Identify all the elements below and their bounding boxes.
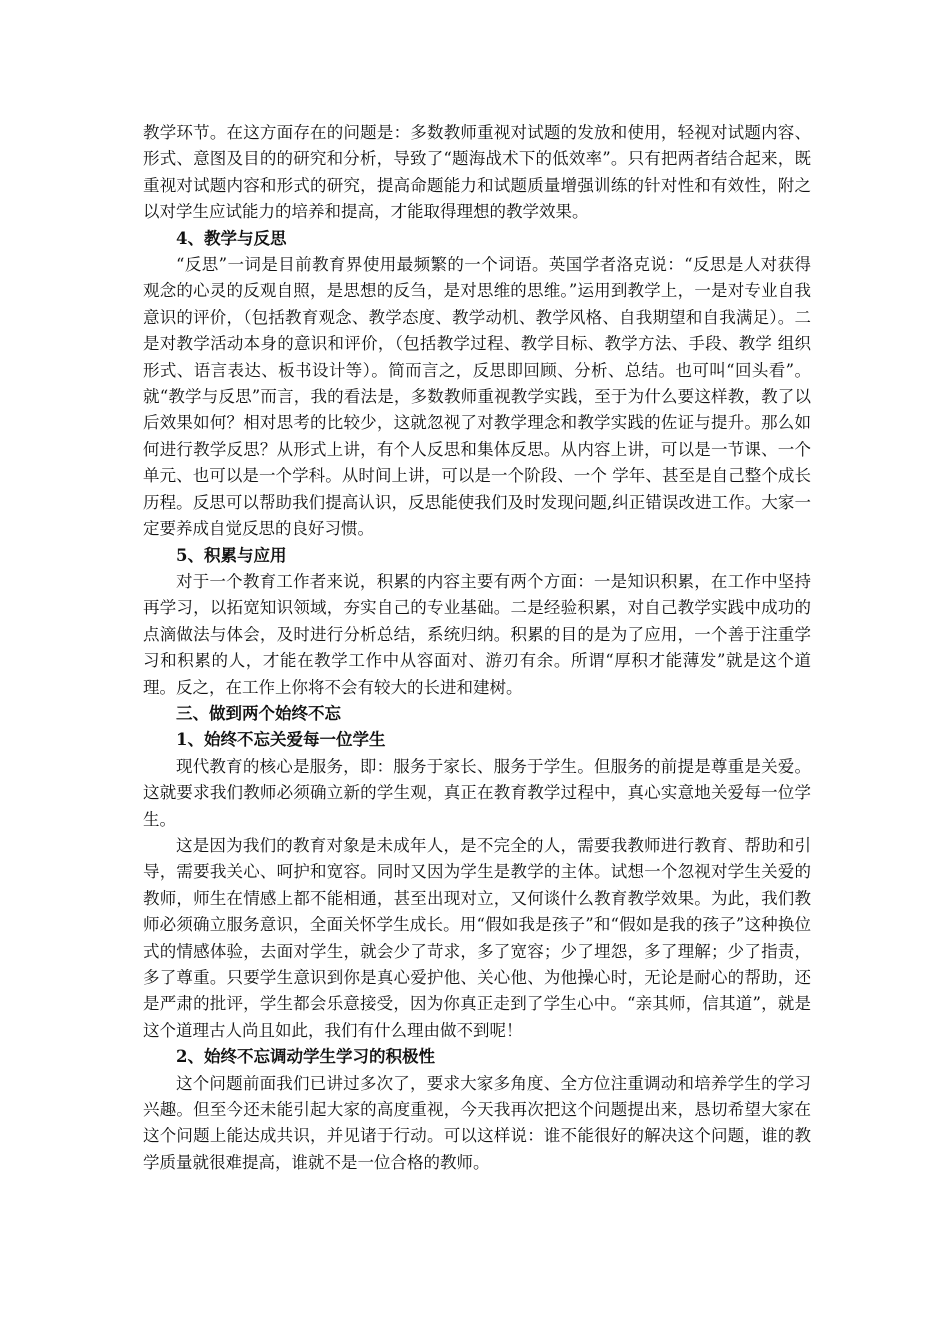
paragraph-intro-continuation: 教学环节。在这方面存在的问题是：多数教师重视对试题的发放和使用，轻视对试题内容、形式、意图及目的的研究和分析，导致了“题海战术下的低效率”。只有把两者结合起来，既重视对试题内容和形式的研究，提高命题能力和试题质量增强训练的针对性和有效性，附之以对学生应试能力的培养和提高，才能取得理想的教学效果。 xyxy=(143,123,811,222)
heading-motivate-students: 2、始终不忘调动学生学习的积极性 xyxy=(176,1047,435,1067)
paragraph-reflection: “反思”一词是目前教育界使用最频繁的一个词语。英国学者洛克说：“反思是人对获得观念的心灵的反观自照，是思想的反刍，是对思维的思维。”运用到教学上，一是对专业自我意识的评价，（包括教育观念、教学态度、教学动机、教学风格、自我期望和自我满足）。二是对教学活动本身的意识和评价，（包括教学过程、教学目标、教学方法、手段、教学 组织形式、语言表达、板书设计等）。简而言之，反思即回顾、分析、总结。也可叫“回头看”。就“教学与反思”而言，我的看法是，多数教师重视教学实践，至于为什么要这样教，教了以后效果如何？相对思考的比较少，这就忽视了对教学理念和教学实践的佐证与提升。那么如何进行教学反思？从形式上讲，有个人反思和集体反思。从内容上讲，可以是一节课、一个单元、也可以是一个学科。从时间上讲，可以是一个阶段、一个 学年、甚至是自己整个成长历程。反思可以帮助我们提高认识，反思能使我们及时发现问题,纠正错误改进工作。大家一定要养成自觉反思的良好习惯。 xyxy=(143,255,811,539)
paragraph-service-core: 现代教育的核心是服务，即：服务于家长、服务于学生。但服务的前提是尊重是关爱。这就要求我们教师必须确立新的学生观，真正在教育教学过程中，真心实意地关爱每一位学生。 xyxy=(143,756,811,829)
document-page xyxy=(143,120,811,1176)
paragraph-motivation: 这个问题前面我们已讲过多次了，要求大家多角度、全方位注重调动和培养学生的学习兴趣。但至今还未能引起大家的高度重视，今天我再次把这个问题提出来，恳切希望大家在这个问题上能达成共识，并见诸于行动。可以这样说：谁不能很好的解决这个问题，谁的教学质量就很难提高，谁就不是一位合格的教师。 xyxy=(143,1073,811,1172)
heading-teaching-reflection: 4、教学与反思 xyxy=(176,228,287,248)
heading-care-for-students: 1、始终不忘关爱每一位学生 xyxy=(176,730,386,750)
heading-accumulation-application: 5、积累与应用 xyxy=(176,545,287,565)
heading-section-three: 三、做到两个始终不忘 xyxy=(176,703,341,723)
paragraph-accumulation: 对于一个教育工作者来说，积累的内容主要有两个方面：一是知识积累，在工作中坚持再学习，以拓宽知识领域，夯实自己的专业基础。二是经验积累，对自己教学实践中成功的点滴做法与体会，及时进行分析总结，系统归纳。积累的目的是为了应用，一个善于注重学习和积累的人，才能在教学工作中从容面对、游刃有余。所谓“厚积才能薄发”就是这个道理。反之，在工作上你将不会有较大的长进和建树。 xyxy=(143,571,811,697)
paragraph-minor-students: 这是因为我们的教育对象是未成年人，是不完全的人，需要我教师进行教育、帮助和引导，需要我关心、呵护和宽容。同时又因为学生是教学的主体。试想一个忽视对学生关爱的教师，师生在情感上都不能相通，甚至出现对立，又何谈什么教育教学效果。为此，我们教师必须确立服务意识，全面关怀学生成长。用“假如我是孩子”和“假如是我的孩子”这种换位式的情感体验，去面对学生，就会少了苛求，多了宽容；少了埋怨，多了理解；少了指责，多了尊重。只要学生意识到你是真心爱护他、关心他、为他操心时，无论是耐心的帮助，还是严肃的批评，学生都会乐意接受，因为你真正走到了学生心中。“亲其师，信其道”，就是这个道理古人尚且如此，我们有什么理由做不到呢！ xyxy=(143,835,811,1040)
